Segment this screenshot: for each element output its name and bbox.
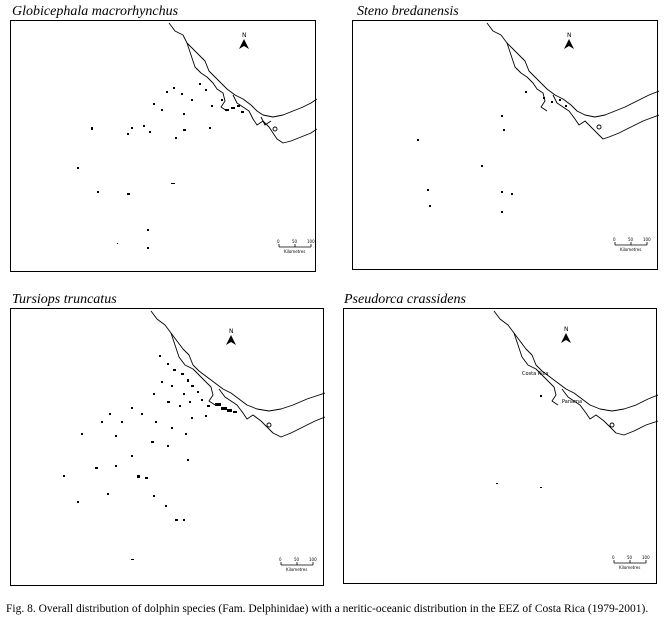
north-arrow-icon (561, 333, 571, 343)
north-arrow-icon (226, 335, 236, 345)
scale-label-0: 0 (613, 237, 616, 242)
map-svg (353, 21, 659, 271)
map-panel-pseudorca (343, 308, 657, 584)
sighting-dot (151, 441, 154, 443)
sighting-dot (501, 211, 503, 213)
sighting-dot (173, 87, 175, 89)
panel-title-pseudorca: Pseudorca crassidens (344, 292, 466, 307)
scale-label-50: 50 (294, 557, 300, 562)
map-svg (11, 21, 317, 273)
sighting-dot (199, 83, 201, 85)
scale-bar (612, 555, 650, 570)
coastline (151, 311, 325, 411)
sighting-dot (501, 191, 503, 193)
sighting-dot (221, 407, 227, 410)
sighting-dot (211, 105, 213, 107)
map-panel-tursiops (10, 308, 324, 586)
sighting-dot (215, 403, 221, 406)
sighting-dot (161, 381, 163, 383)
sightings (63, 355, 237, 560)
sighting-dot (227, 409, 232, 412)
north-arrow (561, 326, 571, 343)
sighting-dot (221, 99, 223, 101)
island (267, 423, 271, 427)
sighting-dot (559, 99, 561, 101)
sighting-dot (131, 455, 133, 457)
sighting-dot (149, 131, 151, 133)
sighting-dot (565, 105, 567, 107)
north-arrow (564, 32, 574, 49)
map-panel-steno (352, 20, 658, 270)
north-label: N (564, 326, 569, 333)
sighting-dot (145, 477, 148, 479)
peninsula-osa (233, 95, 317, 143)
sighting-dot (173, 369, 176, 371)
sighting-dot (91, 127, 93, 130)
sighting-dot (77, 167, 79, 169)
scale-label-0: 0 (612, 555, 615, 560)
sighting-dot (191, 99, 193, 101)
sighting-dot (121, 421, 123, 423)
scale-label-50: 50 (628, 237, 634, 242)
sighting-dot (181, 373, 184, 375)
sighting-dot (233, 411, 237, 413)
sighting-dot (417, 139, 419, 141)
sighting-dot (167, 363, 169, 365)
sighting-dot (131, 127, 133, 129)
sighting-dot (131, 407, 133, 409)
sighting-dot (183, 393, 185, 395)
sighting-dot (131, 559, 134, 560)
sighting-dot (167, 401, 170, 403)
sighting-dot (429, 205, 431, 207)
sighting-dot (241, 111, 244, 113)
sighting-dot (231, 107, 235, 109)
sighting-dot (115, 465, 117, 467)
sighting-dot (503, 129, 505, 131)
map-svg (344, 309, 658, 585)
north-label: N (567, 32, 572, 39)
sighting-dot (171, 385, 173, 387)
sighting-dot (109, 413, 111, 415)
sighting-dot (201, 399, 203, 401)
peninsula-nicoya (507, 43, 547, 111)
north-arrow-icon (564, 39, 574, 49)
sightings (77, 83, 244, 249)
sighting-dot (189, 401, 191, 403)
sighting-dot (165, 505, 167, 507)
sighting-dot (205, 415, 207, 417)
scale-unit: Kilometres (284, 249, 306, 254)
sighting-dot (95, 467, 98, 469)
sightings (496, 395, 542, 488)
island (597, 125, 601, 129)
scale-label-0: 0 (279, 557, 282, 562)
sighting-dot (540, 487, 542, 488)
sighting-dot (141, 413, 143, 415)
island (273, 127, 277, 131)
north-label: N (242, 32, 247, 39)
scale-label-50: 50 (627, 555, 633, 560)
sighting-dot (175, 519, 178, 521)
sighting-dot (63, 475, 65, 477)
sighting-dot (127, 133, 129, 135)
sighting-dot (191, 385, 194, 387)
sighting-dot (153, 495, 155, 497)
sighting-dot (237, 105, 240, 107)
sighting-dot (427, 189, 429, 191)
sighting-dot (81, 433, 83, 435)
sighting-dot (511, 193, 513, 195)
sighting-dot (187, 459, 189, 461)
sighting-dot (481, 165, 483, 167)
sighting-dot (159, 355, 161, 357)
sighting-dot (209, 127, 211, 129)
sighting-dot (107, 493, 109, 495)
sighting-dot (155, 421, 157, 423)
map-svg (11, 309, 325, 587)
scale-label-50: 50 (292, 239, 298, 244)
sighting-dot (153, 393, 155, 395)
sighting-dot (187, 379, 189, 382)
sighting-dot (191, 417, 193, 419)
gulf-coast (261, 117, 271, 125)
sighting-dot (551, 101, 553, 103)
sighting-dot (501, 115, 503, 117)
scale-label-100: 100 (642, 555, 650, 560)
peninsula-nicoya (514, 333, 558, 405)
peninsula-osa (553, 95, 659, 139)
sighting-dot (175, 137, 177, 139)
north-label: N (229, 328, 234, 335)
island (610, 423, 614, 427)
sighting-dot (77, 501, 79, 503)
north-arrow (239, 32, 249, 49)
panel-title-globicephala: Globicephala macrorhynchus (12, 4, 179, 19)
scale-bar (279, 557, 317, 572)
coastline (487, 23, 659, 117)
north-arrow (226, 328, 236, 345)
sighting-dot (127, 193, 130, 195)
sighting-dot (197, 391, 199, 393)
scale-unit: Kilometres (620, 247, 642, 252)
sighting-dot (115, 435, 117, 437)
sighting-dot (207, 405, 210, 407)
sighting-dot (147, 229, 149, 231)
sighting-dot (183, 129, 186, 131)
place-label-costa-rica: Costa Rica (522, 371, 549, 377)
scale-label-100: 100 (643, 237, 651, 242)
sighting-dot (496, 483, 498, 484)
sighting-dot (117, 243, 118, 244)
scale-bar (277, 239, 315, 254)
sighting-dot (137, 475, 140, 478)
sighting-dot (225, 109, 229, 111)
sighting-dot (525, 91, 527, 93)
sighting-dot (147, 247, 149, 249)
sighting-dot (143, 125, 145, 127)
map-panel-globicephala (10, 20, 316, 272)
sighting-dot (205, 89, 207, 91)
peninsula-nicoya (171, 333, 215, 405)
scale-unit: Kilometres (286, 567, 308, 572)
sighting-dot (179, 405, 181, 407)
sighting-dot (543, 97, 545, 99)
sighting-dot (181, 93, 183, 95)
scale-label-0: 0 (277, 239, 280, 244)
sighting-dot (183, 519, 185, 521)
sighting-dot (166, 91, 168, 93)
sighting-dot (540, 395, 542, 397)
sighting-dot (171, 183, 175, 184)
figure-caption: Fig. 8. Overall distribution of dolphin species (Fam. Delphinidae) with a neritic-oceanic distribution in the EEZ of Costa Rica (1979-2001). (6, 603, 649, 615)
north-arrow-icon (239, 39, 249, 49)
panel-title-steno: Steno bredanensis (357, 4, 459, 19)
panel-title-tursiops: Tursiops truncatus (12, 292, 117, 307)
coastline (494, 311, 658, 411)
scale-bar (613, 237, 651, 252)
sighting-dot (97, 191, 99, 193)
scale-unit: Kilometres (619, 565, 641, 570)
sighting-dot (167, 445, 169, 447)
place-label-panama: Panama (562, 399, 583, 405)
sighting-dot (153, 103, 155, 105)
sighting-dot (161, 109, 163, 111)
peninsula-osa (562, 389, 658, 435)
sighting-dot (171, 427, 173, 429)
scale-label-100: 100 (309, 557, 317, 562)
sighting-dot (101, 421, 103, 423)
sighting-dot (183, 113, 185, 115)
scale-label-100: 100 (307, 239, 315, 244)
sighting-dot (185, 433, 187, 435)
